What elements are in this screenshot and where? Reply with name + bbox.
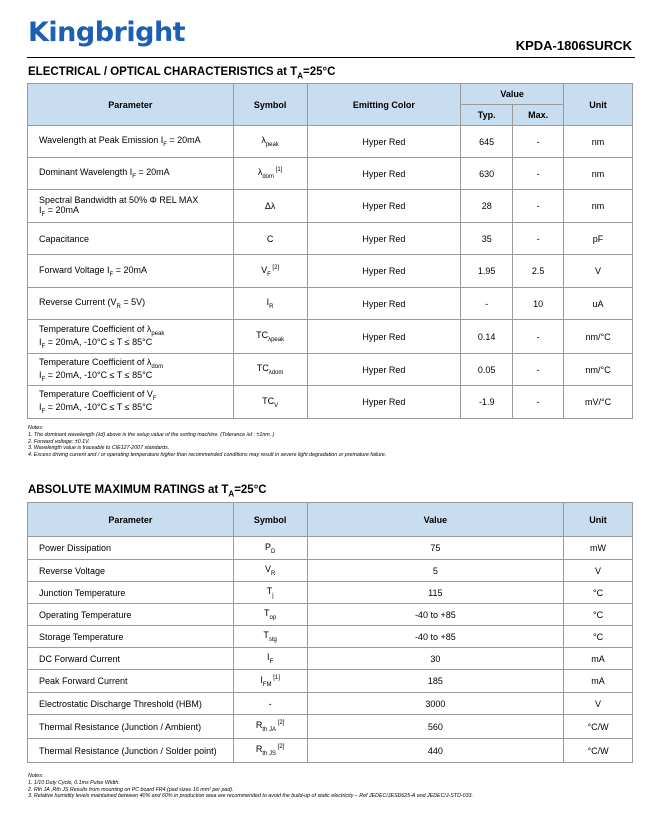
typ-value: 0.14 [477,331,496,342]
typ-cell [461,126,513,158]
table-row [28,604,633,626]
typ-cell [461,223,513,255]
table-row [28,386,633,419]
electrical-optical-table [27,83,633,419]
header-divider [27,57,635,58]
parameter-text: I [39,336,42,347]
subscript: FM [262,681,272,688]
amr-col-unit: Unit [564,503,633,537]
table-row [28,693,633,715]
parameter-text: = 20mA [135,167,170,178]
col-emitting-color: Emitting Color [307,84,461,126]
parameter-text: I [39,369,42,380]
subscript: λpeak [268,336,285,343]
typ-value: 0.05 [477,364,496,375]
emitting-color: Hyper Red [362,364,406,375]
table-row [28,126,633,158]
note-line: 1. The dominant wavelength (λd) above is the setup value of the sorting machine. (Tolerance λd : ±1nm. ) [28,431,275,438]
symbol-text: V [264,564,271,575]
value-cell [307,715,563,739]
max-value: - [536,397,540,407]
unit-cell [564,288,633,320]
subscript: F [152,396,157,402]
typ-cell [461,386,513,419]
table-row [28,537,633,560]
max-value: 2.5 [531,266,545,276]
amr-notes [28,773,473,800]
parameter-cell [28,255,234,288]
typ-cell [461,320,513,354]
parameter-cell [28,582,234,604]
max-cell [513,126,564,158]
max-value: - [536,201,540,211]
max-value: - [536,136,540,147]
unit-value: uA [592,298,604,309]
table-row [28,320,633,354]
parameter-text: Operating Temperature [39,609,132,620]
parameter-text: Wavelength at Peak Emission I [39,135,164,146]
typ-cell [461,288,513,320]
symbol-text: I [266,297,270,308]
value-cell [307,648,563,670]
symbol-text: λ [257,167,263,178]
unit-value: V [595,565,602,576]
unit-value: nm [591,201,605,211]
unit-cell [564,626,633,648]
parameter-text: Temperature Coefficient of λ [39,356,152,367]
table-row [28,715,633,739]
symbol-cell [233,223,307,255]
emitting-color-cell [307,158,461,190]
rating-value: 75 [430,543,441,553]
unit-cell [564,158,633,190]
emitting-color: Hyper Red [362,168,406,179]
max-cell [513,288,564,320]
table-row [28,670,633,693]
symbol-cell [233,604,307,626]
subscript: F [41,408,46,415]
subscript: F [41,376,46,383]
unit-cell [564,739,633,763]
subscript: D [270,548,276,555]
unit-cell [564,354,633,386]
emitting-color: Hyper Red [362,331,406,342]
unit-cell [564,223,633,255]
subscript: F [267,271,271,278]
symbol-cell [233,386,307,419]
max-cell [513,354,564,386]
max-value: - [536,364,540,375]
rating-value: 560 [427,721,443,732]
max-value: - [536,233,540,244]
max-cell [513,223,564,255]
subscript: F [163,141,167,148]
parameter-cell [28,537,234,560]
amr-col-parameter: Parameter [28,503,234,537]
value-cell [307,560,563,582]
typ-cell [461,255,513,288]
symbol-text: TC [256,363,269,374]
symbol-cell [233,288,307,320]
emitting-color-cell [307,223,461,255]
subscript: th JS [262,750,277,757]
parameter-text: = 20mA, -10°C ≤ T ≤ 85°C [45,402,153,412]
parameter-text: Thermal Resistance (Junction / Ambient) [39,721,202,732]
subscript: peak [151,330,165,337]
emitting-color-cell [307,354,461,386]
value-cell [307,537,563,560]
subscript: R [269,303,274,310]
symbol-cell [233,320,307,354]
symbol-cell [233,582,307,604]
parameter-text: Temperature Coefficient of λ [39,323,152,334]
unit-cell [564,693,633,715]
typ-value: 1.95 [477,266,496,276]
unit-cell [564,320,633,354]
typ-value: 28 [481,201,492,211]
emitting-color-cell [307,386,461,419]
subscript: λdom [268,369,284,376]
rating-value: -40 to +85 [414,609,456,620]
symbol-cell [233,255,307,288]
max-cell [513,320,564,354]
max-cell [513,158,564,190]
subscript: R [270,570,276,577]
parameter-text: I [39,204,42,215]
parameter-text: = 20mA, -10°C ≤ T ≤ 85°C [45,369,153,380]
parameter-text: Thermal Resistance (Junction / Solder point) [39,745,217,756]
typ-cell [461,190,513,223]
max-value: - [536,331,540,342]
col-symbol: Symbol [233,84,307,126]
typ-value: -1.9 [478,397,495,407]
note-line: 1. 1/10 Duty Cycle, 0.1ms Pulse Width. [28,779,120,786]
parameter-text: = 20mA [113,264,147,275]
table-row [28,354,633,386]
parameter-text: Spectral Bandwidth at 50% Φ REL MAX [39,194,199,205]
unit-value: pF [592,233,604,244]
typ-value: - [485,298,489,309]
subscript: j [272,592,274,599]
parameter-cell [28,126,234,158]
rating-value: 185 [427,676,443,686]
parameter-cell [28,715,234,739]
rating-value: 30 [430,653,441,664]
unit-value: nm/°C [585,331,611,342]
note-line: 3. Relative humidity levels maintained between 40% and 60% in production area are recommended to avoid the build-up of static electricity – Ref JEDEC/JESD625-A and JEDEC/J-STD-033. [28,793,473,800]
notes-heading: Notes: [28,425,44,431]
max-cell [513,190,564,223]
table-row [28,158,633,190]
symbol-text: T [264,608,270,619]
value-cell [307,582,563,604]
emitting-color: Hyper Red [362,266,406,276]
parameter-cell [28,626,234,648]
unit-value: °C [592,609,604,620]
symbol-cell [233,354,307,386]
subscript: stg [268,636,277,643]
parameter-cell [28,560,234,582]
notes-heading: Notes: [28,773,44,779]
parameter-cell [28,648,234,670]
rating-value: 440 [427,745,443,756]
amr-col-value: Value [307,503,563,537]
unit-value: °C/W [587,745,609,756]
symbol-text: T [263,630,269,641]
footnote-ref: [2] [276,744,285,751]
amr-section-title: ABSOLUTE MAXIMUM RATINGS at $T_A=25^\circ C$ [28,484,267,499]
unit-value: °C [592,631,604,642]
symbol-text: I [260,674,263,685]
subscript: V [274,402,279,409]
symbol-text: P [264,541,271,552]
emitting-color-cell [307,190,461,223]
parameter-text: Power Dissipation [39,543,112,553]
symbol-cell [233,537,307,560]
typ-value: 645 [479,136,495,147]
parameter-text: Peak Forward Current [39,676,128,686]
parameter-text: = 20mA, -10°C ≤ T ≤ 85°C [45,336,153,347]
symbol-cell [233,560,307,582]
symbol-cell [233,158,307,190]
emitting-color: Hyper Red [362,201,406,211]
rating-value: 3000 [425,698,446,709]
unit-cell [564,715,633,739]
table-row [28,626,633,648]
symbol-text: R [255,744,263,755]
subscript: op [269,614,277,621]
table-row [28,190,633,223]
unit-cell [564,560,633,582]
symbol-text: C [266,233,274,244]
parameter-text: Junction Temperature [39,587,126,598]
value-cell [307,670,563,693]
absolute-max-ratings-table [27,502,633,763]
footnote-ref: [2] [276,720,285,727]
parameter-cell [28,604,234,626]
parameter-cell [28,739,234,763]
unit-value: mV/°C [584,397,612,407]
parameter-text: Temperature Coefficient of V [39,389,153,400]
emitting-color: Hyper Red [362,397,406,407]
symbol-text: R [255,720,263,731]
symbol-text: T [266,586,273,597]
parameter-cell [28,670,234,693]
emitting-color-cell [307,320,461,354]
parameter-text: = 20mA [166,135,201,146]
symbol-text: - [268,698,272,709]
unit-value: nm [591,136,605,147]
note-line: 2. Forward voltage: ±0.1V. [28,438,90,445]
parameter-text: = 5V) [120,297,146,308]
table-row [28,288,633,320]
parameter-text: = 20mA [45,204,79,215]
unit-cell [564,582,633,604]
emitting-color-cell [307,255,461,288]
subscript: F [269,658,274,665]
note-line: 3. Wavelength value is traceable to CIE127-2007 standards. [28,445,170,452]
max-value: - [536,168,540,179]
typ-cell [461,158,513,190]
unit-cell [564,190,633,223]
typ-value: 35 [481,233,492,244]
symbol-cell [233,626,307,648]
parameter-text: Storage Temperature [39,631,124,642]
symbol-cell [233,739,307,763]
typ-cell [461,354,513,386]
part-number: KPDA-1806SURCK [515,38,632,53]
table-row [28,560,633,582]
parameter-cell [28,190,234,223]
footnote-ref: [2] [270,264,280,271]
value-cell [307,739,563,763]
table-row [28,648,633,670]
col-max: Max. [513,105,564,126]
rating-value: 5 [432,565,438,576]
footnote-ref: [1] [271,674,280,681]
emitting-color: Hyper Red [362,136,406,147]
parameter-text: Electrostatic Discharge Threshold (HBM) [39,698,202,709]
unit-value: nm [591,168,605,179]
max-cell [513,386,564,419]
rating-value: -40 to +85 [414,631,456,642]
emitting-color: Hyper Red [362,233,406,244]
unit-value: V [595,266,602,276]
unit-cell [564,386,633,419]
unit-cell [564,604,633,626]
emitting-color: Hyper Red [362,298,406,309]
parameter-text: I [39,402,42,412]
table-row [28,255,633,288]
emitting-color-cell [307,288,461,320]
rating-value: 115 [428,587,443,598]
note-line: 2. Rth JA ,Rth JS Results from mounting on PC board FR4 (pad size≥ 16 mm² per pad). [28,786,234,793]
subscript: F [41,211,46,218]
symbol-text: λ [261,135,266,146]
symbol-text: Δλ [264,201,276,211]
value-cell [307,693,563,715]
table-row [28,223,633,255]
symbol-cell [233,648,307,670]
col-unit: Unit [564,84,633,126]
unit-cell [564,648,633,670]
col-typ: Typ. [461,105,513,126]
subscript: F [132,173,136,180]
symbol-text: TC [262,395,275,406]
symbol-cell [233,126,307,158]
parameter-cell [28,354,234,386]
parameter-text: Reverse Current (V [39,297,117,308]
subscript: R [116,303,121,310]
symbol-text: TC [256,330,269,341]
parameter-text: Forward Voltage I [39,264,110,275]
subscript: F [41,343,46,350]
unit-value: °C/W [587,721,609,732]
symbol-cell [233,190,307,223]
unit-value: mA [591,653,605,664]
note-line: 4. Excess driving current and / or operating temperature higher than recommended conditions may result in severe light degradation or premature failure. [28,452,387,459]
max-cell [513,255,564,288]
parameter-text: Reverse Voltage [39,565,106,576]
max-value: 10 [533,298,544,309]
kingbright-logo: Kingbright [28,17,186,48]
parameter-text: Dominant Wavelength I [39,167,133,178]
unit-cell [564,255,633,288]
symbol-cell [233,670,307,693]
unit-cell [564,670,633,693]
amr-col-symbol: Symbol [233,503,307,537]
eo-section-title: ELECTRICAL / OPTICAL CHARACTERISTICS at $T_A=25^\circ C$ [28,66,336,81]
table-row [28,582,633,604]
symbol-text: V [261,264,268,275]
parameter-cell [28,693,234,715]
parameter-cell [28,223,234,255]
symbol-cell [233,715,307,739]
unit-value: mW [590,543,607,553]
parameter-cell [28,386,234,419]
typ-value: 630 [479,168,495,179]
unit-cell [564,537,633,560]
subscript: dom [151,363,164,370]
value-cell [307,604,563,626]
parameter-text: Capacitance [39,233,90,244]
unit-value: V [595,698,602,709]
table-row [28,739,633,763]
parameter-cell [28,158,234,190]
parameter-text: DC Forward Current [39,653,121,664]
col-parameter: Parameter [28,84,234,126]
value-cell [307,626,563,648]
eo-notes [28,425,386,459]
parameter-cell [28,320,234,354]
unit-value: °C [592,587,604,598]
subscript: th JA [262,726,277,733]
subscript: dom [262,173,274,180]
footnote-ref: [1] [274,167,283,174]
parameter-cell [28,288,234,320]
unit-value: mA [591,676,605,686]
symbol-cell [233,693,307,715]
symbol-text: I [267,652,270,663]
col-value: Value [461,84,564,105]
unit-cell [564,126,633,158]
unit-value: nm/°C [585,364,611,375]
subscript: F [109,271,114,278]
emitting-color-cell [307,126,461,158]
subscript: peak [265,141,279,148]
